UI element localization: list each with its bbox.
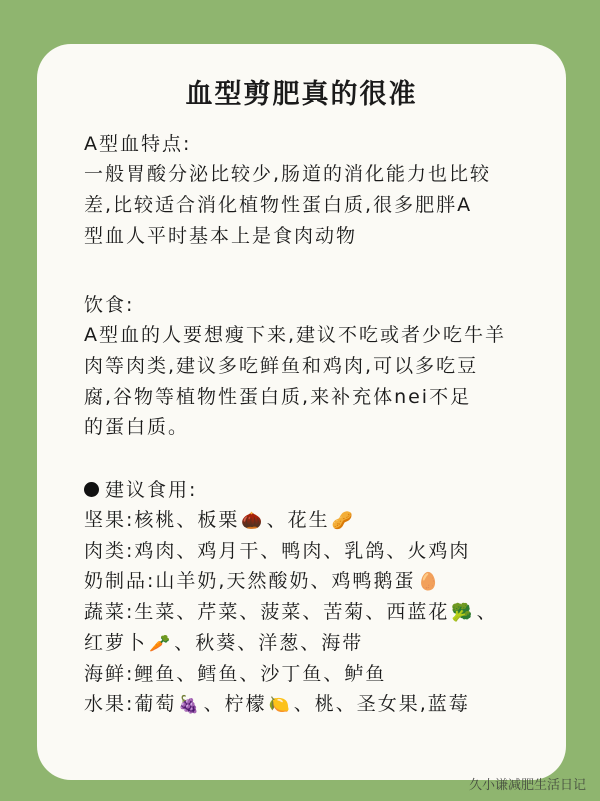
seafood-row: 海鲜:鲤鱼、鳕鱼、沙丁鱼、鲈鱼 — [84, 663, 387, 685]
vegetables-text-4: 、秋葵、洋葱、海带 — [174, 632, 364, 654]
meat-row: 肉类:鸡肉、鸡月干、鸭肉、乳鸽、火鸡肉 — [84, 540, 471, 562]
fruit-text: 水果:葡萄 — [84, 693, 177, 715]
suggested-heading-row — [84, 476, 197, 504]
nuts-row — [84, 506, 357, 535]
lemon-icon: 🍋 — [268, 695, 292, 715]
diet-line-3: 腐,谷物等植物性蛋白质,来补充体nei不足 — [84, 386, 472, 408]
vegetables-text-2: 、 — [476, 601, 498, 623]
page-title: 血型剪肥真的很准 — [185, 79, 418, 110]
content-card — [37, 44, 566, 780]
dairy-row — [84, 567, 443, 596]
fruit-row — [84, 690, 470, 719]
nuts-text: 坚果:核桃、板栗 — [84, 509, 240, 531]
nuts-text-2: 、花生 — [266, 509, 330, 531]
a-type-line-3: 型血人平时基本上是食肉动物 — [84, 225, 358, 247]
vegetables-text: 蔬菜:生菜、芹菜、菠菜、苦菊、西蓝花 — [84, 601, 450, 623]
watermark-text: 久小谦减肥生活日记 — [468, 778, 586, 793]
vegetables-row — [84, 598, 498, 627]
a-type-line-2: 差,比较适合消化植物性蛋白质,很多肥胖A — [84, 194, 473, 216]
diet-heading: 饮食: — [84, 294, 135, 316]
watermark — [469, 774, 586, 793]
vegetables-row-2 — [84, 629, 363, 658]
chestnut-icon: 🌰 — [241, 511, 265, 531]
grape-icon: 🍇 — [178, 695, 202, 715]
egg-icon: 🥚 — [417, 572, 441, 592]
a-type-line-1: 一般胃酸分泌比较少,肠道的消化能力也比较 — [84, 163, 492, 185]
fruit-text-2: 、柠檬 — [203, 693, 267, 715]
dairy-text: 奶制品:山羊奶,天然酸奶、鸡鸭鹅蛋 — [84, 570, 416, 592]
bullet-dot-icon — [84, 482, 99, 497]
diet-line-2: 肉等肉类,建议多吃鲜鱼和鸡肉,可以多吃豆 — [84, 355, 479, 377]
a-type-heading: A型血特点: — [84, 133, 192, 155]
fruit-text-3: 、桃、圣女果,蓝莓 — [293, 693, 470, 715]
broccoli-icon: 🥦 — [451, 603, 475, 623]
diet-line-4: 的蛋白质。 — [84, 416, 190, 438]
carrot-icon: 🥕 — [149, 634, 173, 654]
diet-line-1: A型血的人要想瘦下来,建议不吃或者少吃牛羊 — [84, 324, 507, 346]
suggested-heading: 建议食用: — [105, 479, 198, 501]
peanut-icon: 🥜 — [331, 511, 355, 531]
vegetables-text-3: 红萝卜 — [84, 632, 148, 654]
